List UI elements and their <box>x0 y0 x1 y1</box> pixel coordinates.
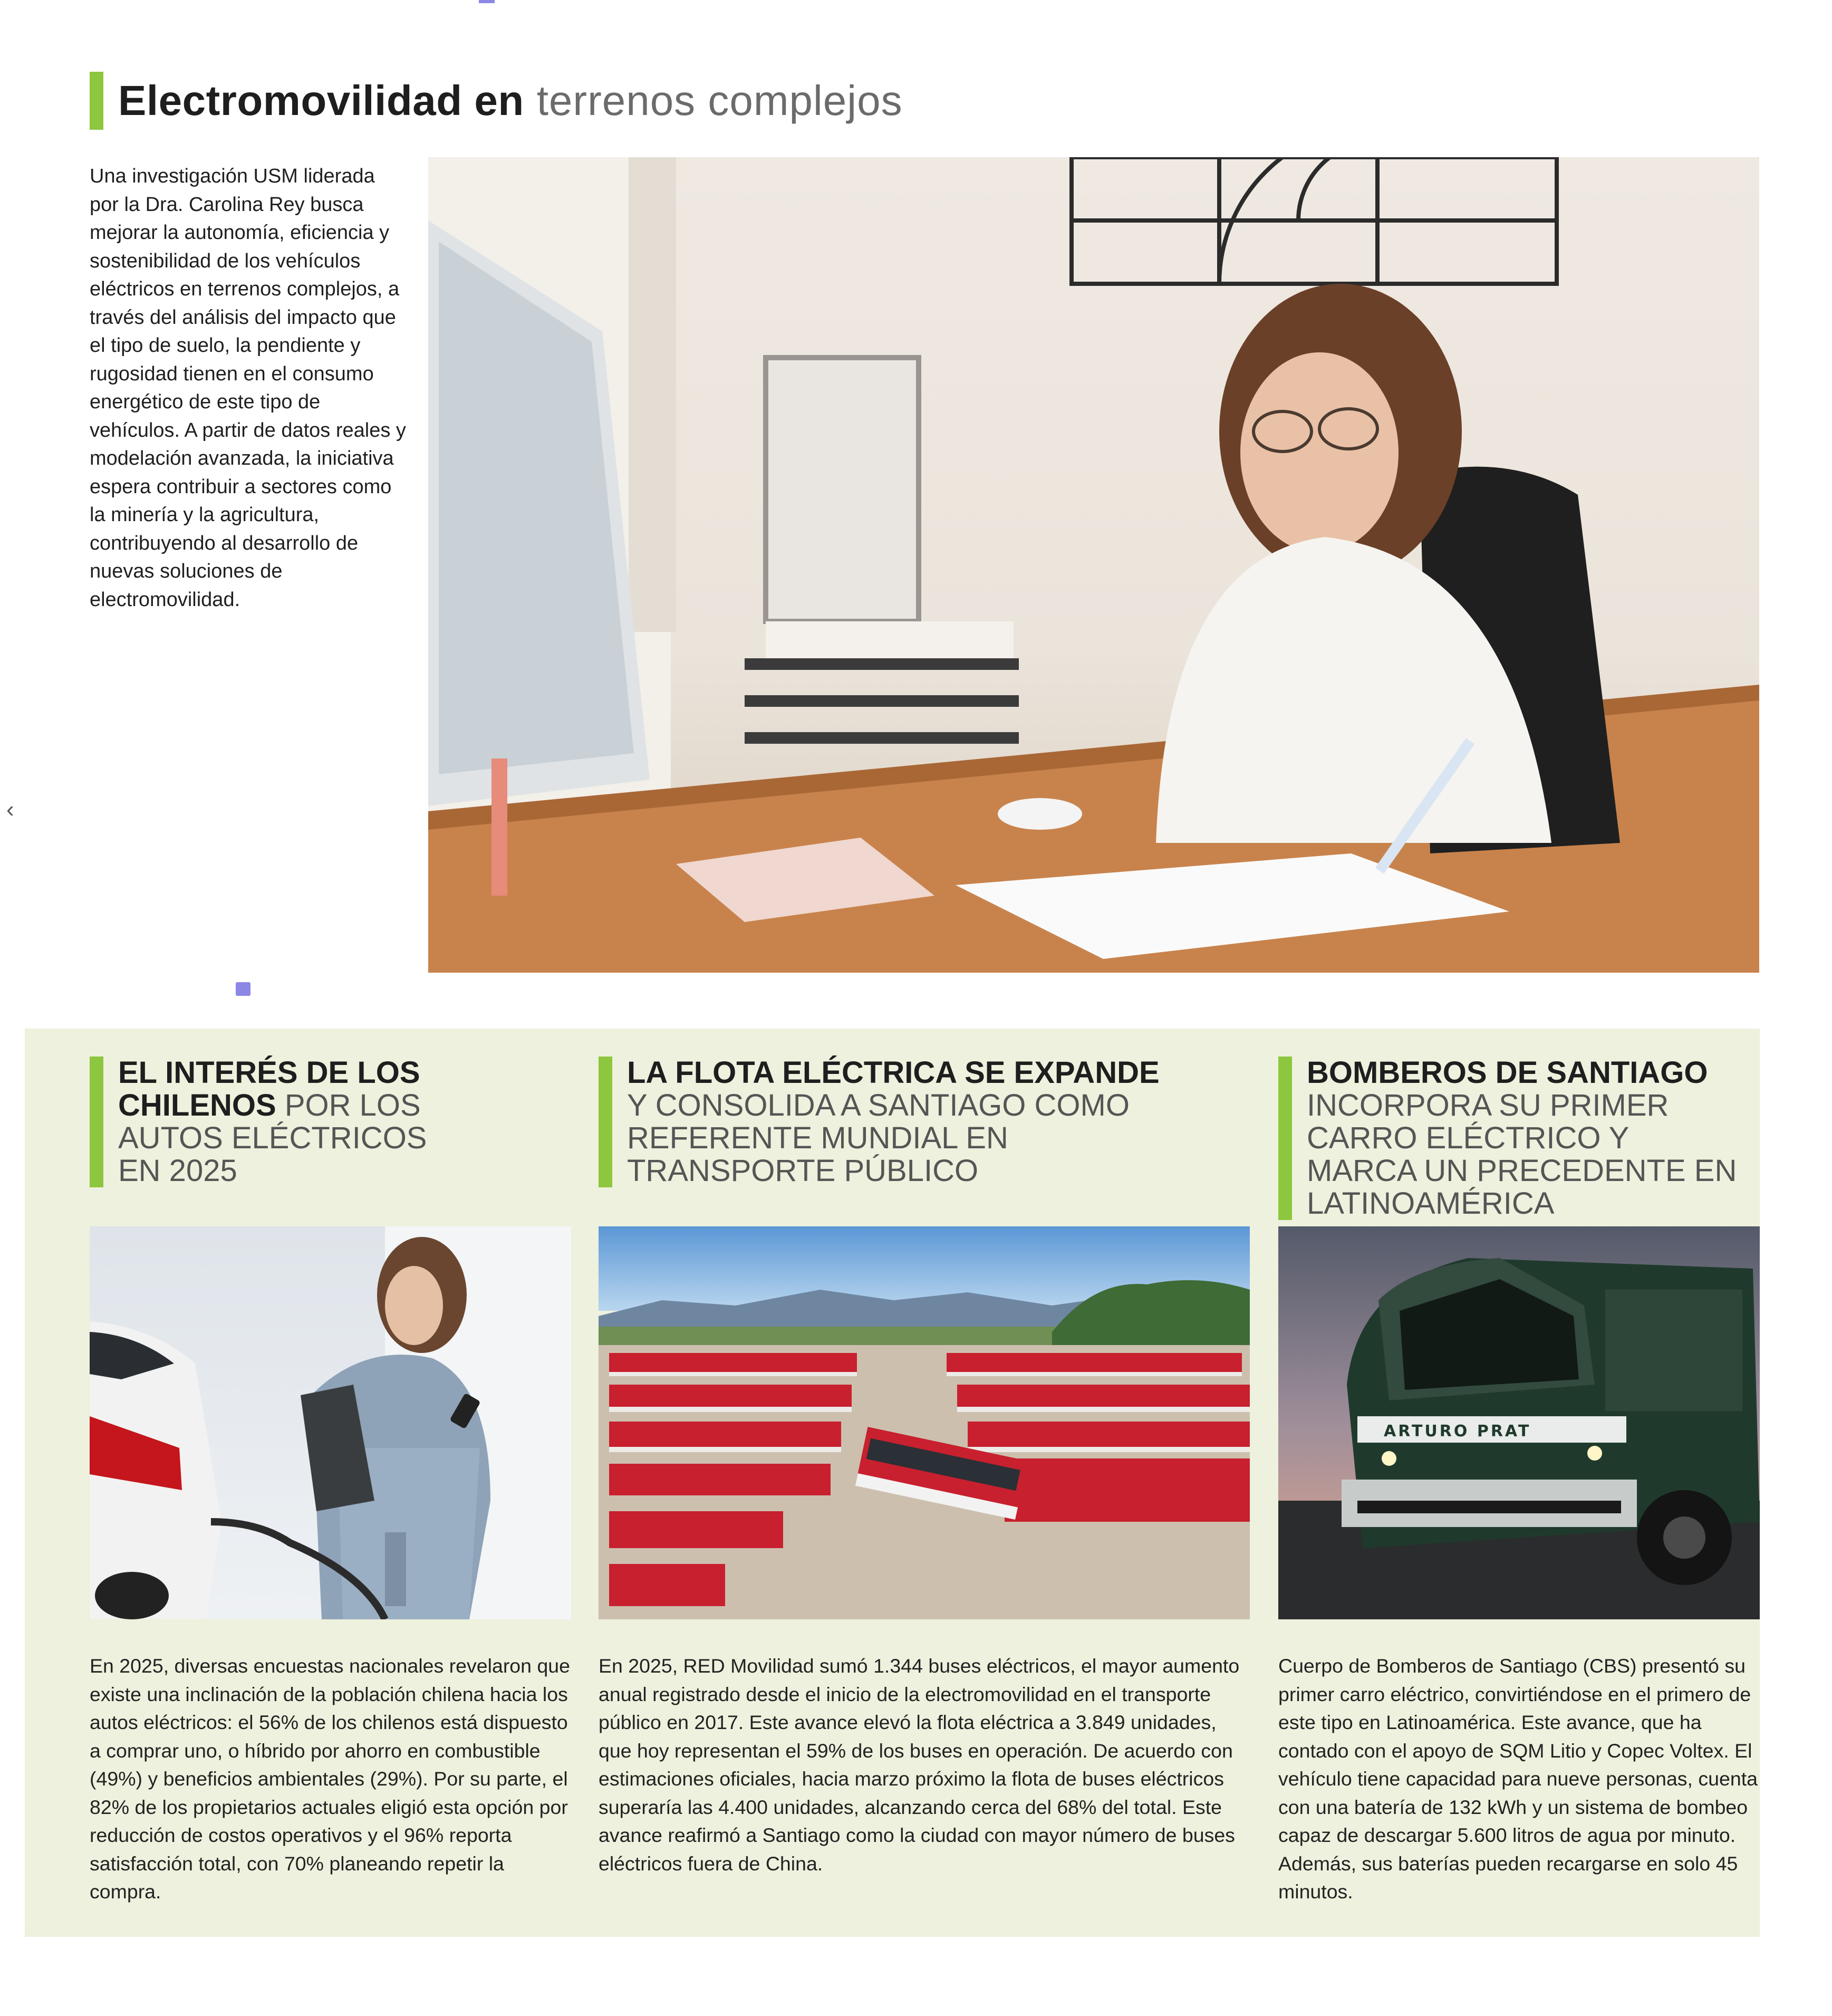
article-title-light: terrenos complejos <box>536 77 903 124</box>
card-1-heading <box>90 1057 570 1187</box>
card-1-heading-light: POR LOS AUTOS ELÉCTRICOS EN 2025 <box>118 1088 427 1188</box>
truck-lettering: ARTURO PRAT <box>1384 1422 1531 1441</box>
article-header <box>90 72 903 130</box>
woman-charging-car-photo <box>90 1226 571 1619</box>
article-intro: Una investigación USM liderada por la Dra. Carolina Rey busca mejorar la autonomía, eficiencia y sostenibilidad de los vehículos eléctricos en terrenos complejos, a través del análisis del impacto que el tipo de suelo, la pendiente y rugosidad tienen en el consumo energético de este tipo de vehículos. A partir de datos reales y modelación avanzada, la iniciativa espera contribuir a sectores como la minería y la agricultura, contribuyendo al desarrollo de nuevas soluciones de electromovilidad. <box>90 165 406 611</box>
card-2-heading-bold: LA FLOTA ELÉCTRICA SE EXPANDE <box>627 1055 1160 1090</box>
card-1-accent-bar <box>90 1057 103 1187</box>
viewer-marker-top <box>479 0 495 3</box>
article-title-bold: Electromovilidad en <box>118 77 524 124</box>
researcher-photo-illustration <box>428 157 1759 973</box>
researcher-photo <box>428 157 1759 973</box>
woman-charging-car-illustration <box>90 1226 571 1619</box>
card-3-heading <box>1278 1057 1758 1220</box>
card-1-body: En 2025, diversas encuestas nacionales revelaron que existe una inclinación de la población chilena hacia los autos eléctricos: el 56% de los chilenos está dispuesto a comprar uno, o híbrido por ahorro en combustible (49%) y beneficios ambientales (29%). Por su parte, el 82% de los propietarios actuales eligió esta opción por reducción de costos operativos y el 96% reporta satisfacción total, con 70% planeando repetir la compra. <box>90 1655 571 1903</box>
card-2-heading <box>599 1057 1247 1187</box>
card-3-heading-bold: BOMBEROS DE SANTIAGO <box>1307 1055 1708 1090</box>
bus-fleet-illustration[interactable] <box>599 1226 1250 1619</box>
card-3-body: Cuerpo de Bomberos de Santiago (CBS) presentó su primer carro eléctrico, convirtiéndose en el primero de este tipo en Latinoamérica. Este avance, que ha contado con el apoyo de SQM Litio y Copec Voltex. El vehículo tiene capacidad para nueve personas, cuenta con una batería de 132 kWh y un sistema de bombeo capaz de descargar 5.600 litros de agua por minuto. Además, sus baterías pueden recargarse en solo 45 minutos. <box>1278 1655 1758 1903</box>
card-2-body: En 2025, RED Movilidad sumó 1.344 buses eléctricos, el mayor aumento anual registrado desde el inicio de la electromovilidad en el transporte público en 2017. Este avance elevó la flota eléctrica a 3.849 unidades, que hoy representan el 59% de los buses en operación. De acuerdo con estimaciones oficiales, hacia marzo próximo la flota de buses eléctricos superaría las 4.400 unidades, alcanzando cerca del 68% del total. Este avance reafirmó a Santiago como la ciudad con mayor número de buses eléctricos fuera de China. <box>599 1655 1240 1875</box>
card-2-heading-light: Y CONSOLIDA A SANTIAGO COMO REFERENTE MUNDIAL EN TRANSPORTE PÚBLICO <box>627 1088 1130 1188</box>
fire-truck-illustration <box>1278 1226 1760 1619</box>
note-marker-icon[interactable] <box>236 982 250 996</box>
chevron-left-icon[interactable]: ‹ <box>6 796 14 822</box>
card-3-heading-light: INCORPORA SU PRIMER CARRO ELÉCTRICO Y MARCA UN PRECEDENTE EN LATINOAMÉRICA <box>1307 1088 1737 1221</box>
card-2-accent-bar <box>599 1057 612 1187</box>
title-accent-bar <box>90 72 103 130</box>
electric-fire-truck-photo <box>1278 1226 1760 1619</box>
card-1-heading-bold: EL INTERÉS DE LOS CHILENOS <box>118 1055 420 1122</box>
electric-bus-fleet-photo <box>599 1226 1250 1619</box>
card-3-accent-bar <box>1278 1057 1292 1220</box>
